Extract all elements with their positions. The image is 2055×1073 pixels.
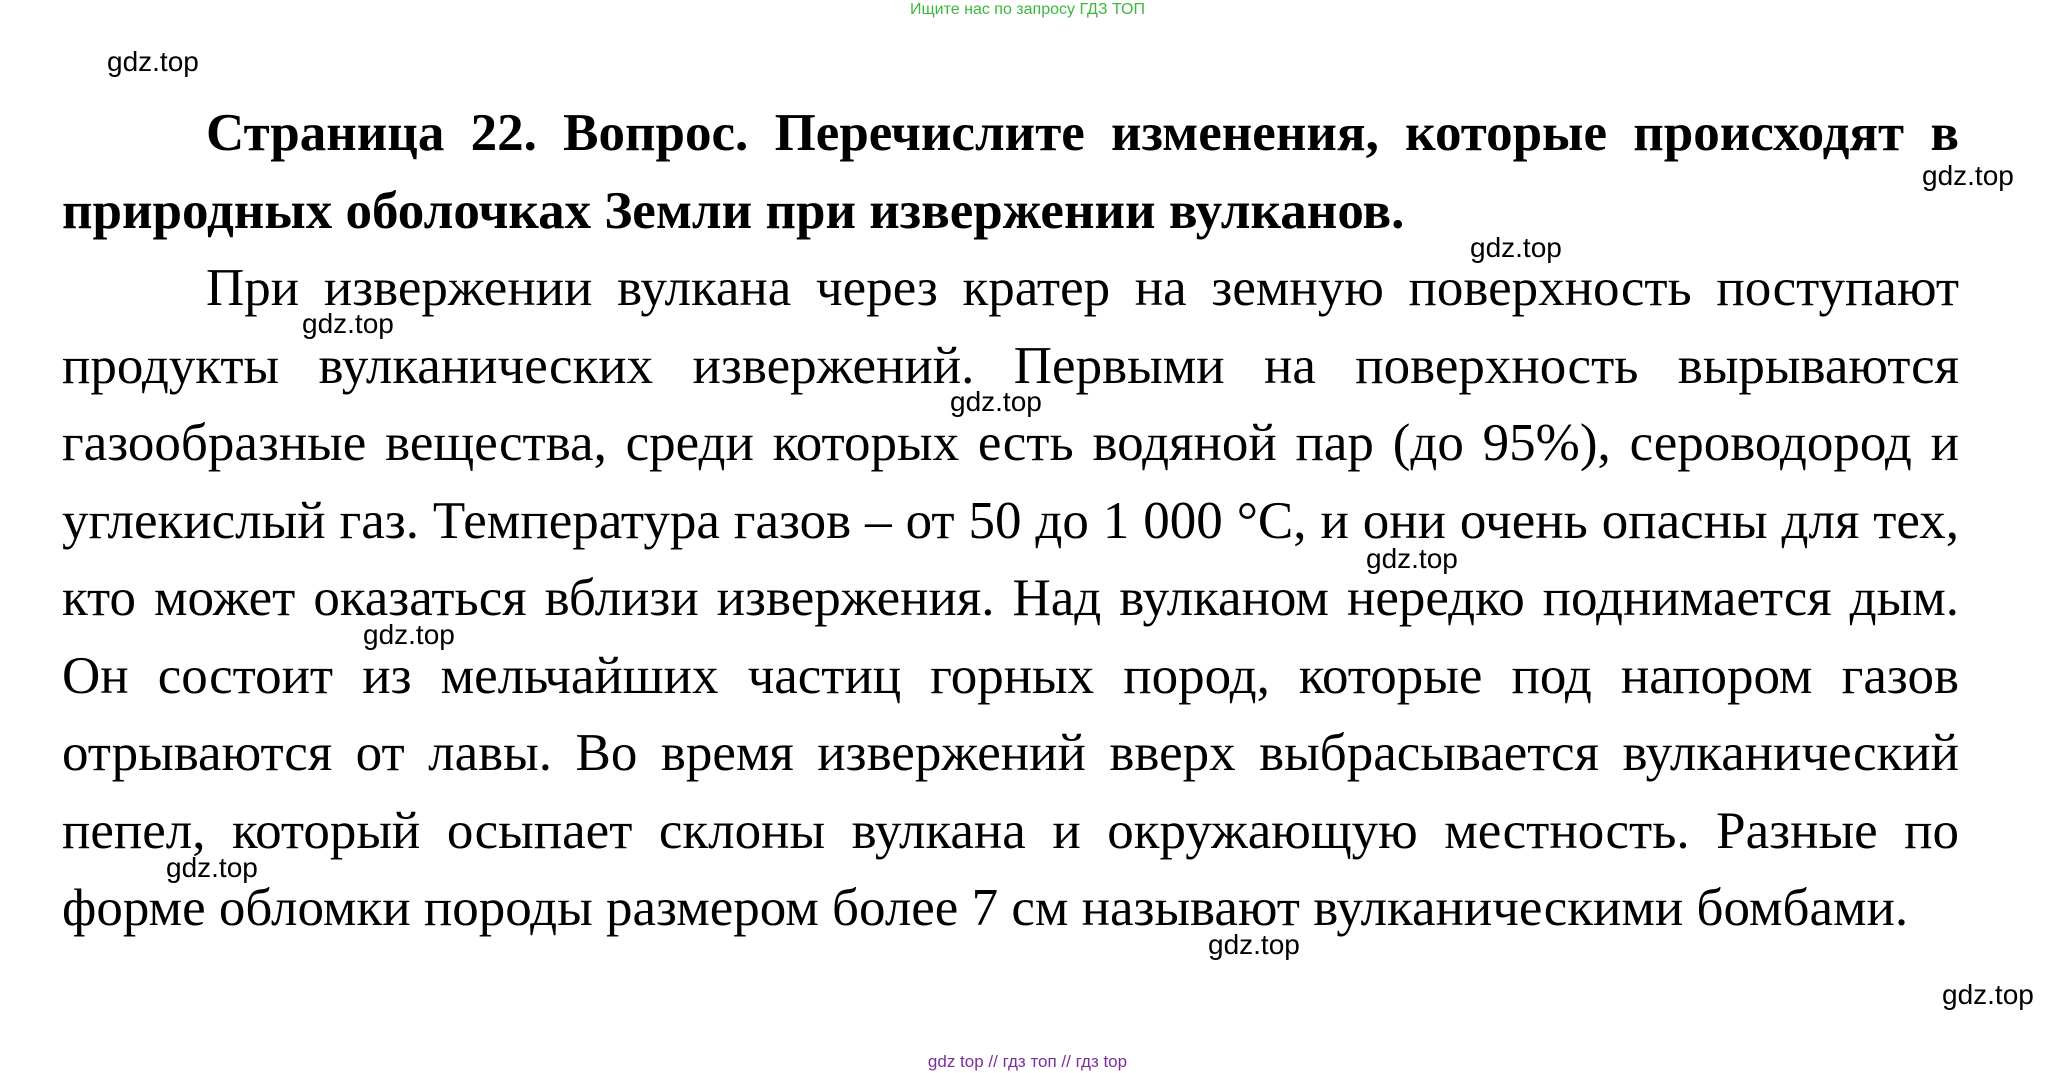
watermark: gdz.top — [1366, 543, 1458, 574]
watermark: gdz.top — [950, 386, 1042, 417]
watermark: gdz.top — [1942, 979, 2034, 1010]
answer-paragraph: При извержении вулкана через кратер на земную поверхность поступают продукты вулканических извержений. Первыми на поверхность вырываются газообразные вещества, среди которых есть водяной пар (до 95%), сероводород и углекислый газ. Температура газов – от 50 до 1 000 °С, и они очень опасны для тех, кто может оказаться вблизи извержения. Над вулканом нередко поднимается дым. Он состоит из мельчайших частиц горных пород, которые под напором газов отрываются от лавы. Во время извержений вверх выбрасывается вулканический пепел, который осыпает склоны вулкана и окружающую местность. Разные по форме обломки породы размером более 7 см называют вулканическими бомбами. — [62, 259, 1959, 937]
watermark: gdz.top — [166, 852, 258, 883]
watermark: gdz.top — [1208, 929, 1300, 960]
watermark: gdz.top — [1470, 232, 1562, 263]
footer-links: gdz top // гдз топ // гдз top — [927, 1052, 1128, 1071]
question-heading: Страница 22. Вопрос. Перечислите изменения, которые происходят в природных оболочках Земли при извержении вулканов. — [62, 104, 1959, 240]
document-body — [62, 95, 1959, 948]
top-banner: Ищите нас по запросу ГДЗ ТОП — [910, 1, 1145, 18]
watermark: gdz.top — [302, 308, 394, 339]
watermark: gdz.top — [363, 619, 455, 650]
watermark: gdz.top — [1922, 160, 2014, 191]
watermark: gdz.top — [107, 46, 199, 77]
